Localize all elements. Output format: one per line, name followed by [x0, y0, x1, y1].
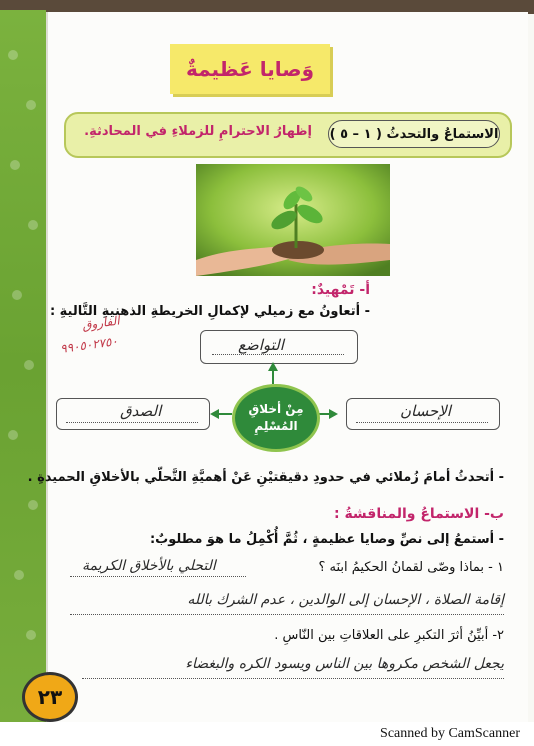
question-1: ١ - بماذا وصّى لقمانُ الحكيمُ ابنَه ؟ — [318, 560, 504, 575]
mind-map-center — [232, 384, 320, 452]
answer-1-line-1: التحلي بالأخلاق الكريمة — [82, 558, 216, 574]
left-answer-line — [66, 422, 198, 423]
answer-2: يجعل الشخص مكروها بين الناس ويسود الكره والبغضاء — [185, 656, 504, 672]
center-line-1: مِنْ أخلاقِ — [248, 402, 304, 416]
lesson-title: وَصايا عَظيمةٌ — [170, 44, 330, 94]
answer-1-line-2-rule — [70, 614, 504, 615]
margin-note-number: ٩٩٠٥٠٢٧٥٠ — [59, 334, 119, 356]
right-answer-line — [356, 422, 488, 423]
scan-watermark: Scanned by CamScanner — [380, 726, 520, 741]
section-code: الاستماعُ والتحدثُ ( ١ – ٥ ) — [328, 120, 500, 148]
top-answer: التواضع — [238, 336, 284, 354]
talk-instruction: - أتحدثُ أمامَ زُملائي في حدودِ دقيقتيْنِ عَنْ أهميَّةِ التَّحلّي بالأخلاقِ الحميدةِ . — [27, 470, 504, 485]
page-number: ٢٣ — [22, 672, 78, 722]
question-2: ٢- أبيِّنُ أثرَ التكبرِ على العلاقاتِ بين النّاسِ . — [274, 628, 504, 643]
section-description: إظهارُ الاحترامِ للزملاءِ في المحادثةِ. — [84, 124, 312, 139]
margin-note-name: الفاروق — [81, 313, 121, 333]
listening-heading: ب- الاستماعُ والمناقشةُ : — [333, 506, 504, 522]
center-line-2: المُسْلِمِ — [254, 419, 298, 433]
answer-1-line-1-rule — [70, 576, 246, 577]
intro-heading: أ- تَمْهيدٌ: — [311, 282, 370, 298]
listening-instruction: - أستمعُ إلى نصِّ وصايا عظيمةٍ ، ثُمَّ أُكْمِلُ ما هوَ مطلوبٌ: — [149, 532, 504, 547]
answer-2-rule — [82, 678, 504, 679]
left-answer: الصدق — [120, 402, 162, 420]
intro-instruction: - أتعاونُ مع زميلي لإكمالِ الخريطةِ الذهنيةِ التَّاليةِ : — [49, 304, 370, 319]
right-answer: الإحسان — [400, 402, 451, 420]
answer-1-line-2: إقامة الصلاة ، الإحسان إلى الوالدين ، عدم الشرك بالله — [187, 592, 504, 608]
